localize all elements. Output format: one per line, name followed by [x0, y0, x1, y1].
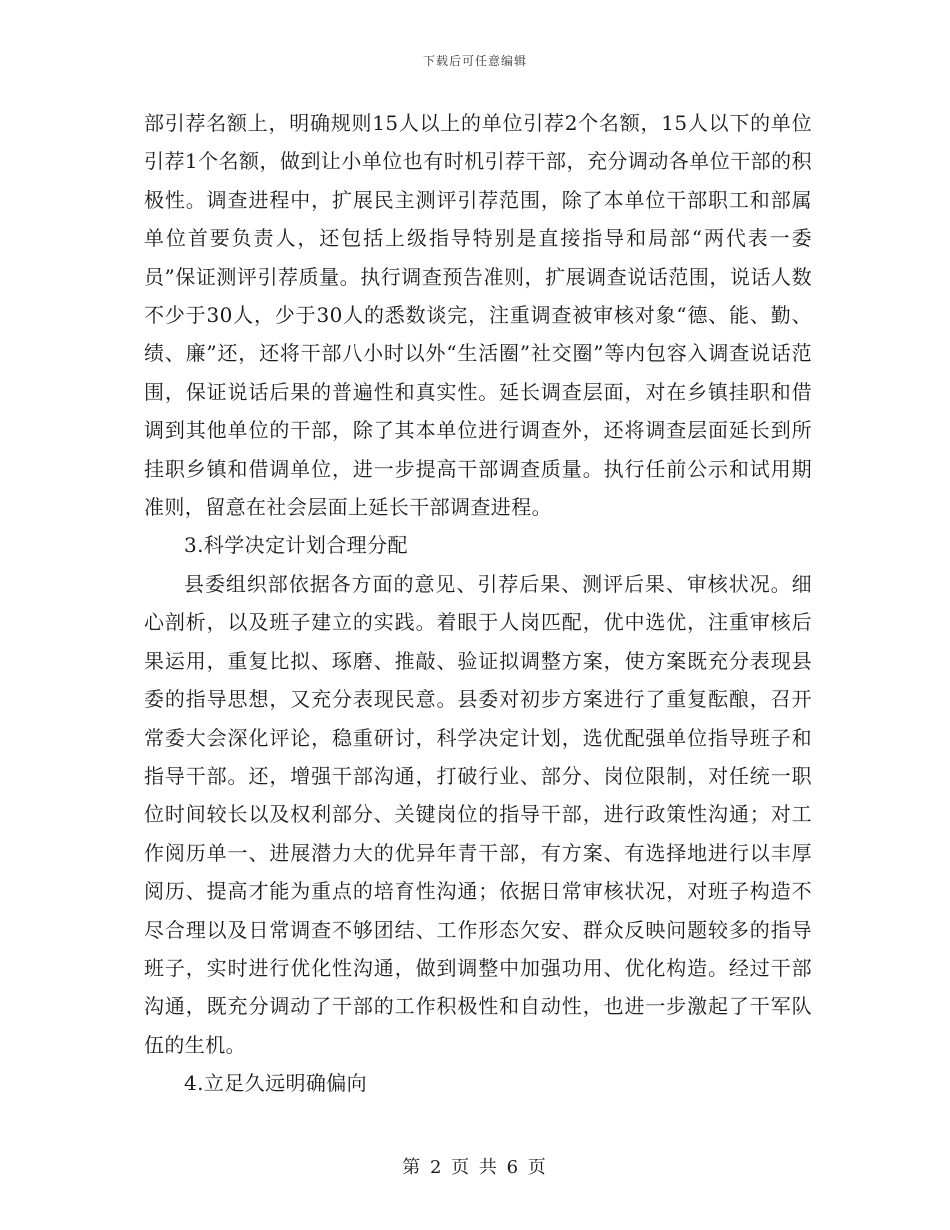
section-heading-4: 4.立足久远明确偏向 — [184, 1071, 368, 1096]
page-number-footer: 第 2 页 共 6 页 — [402, 1157, 548, 1178]
paragraph-section-3: 县委组织部依据各方面的意见、引荐后果、测评后果、审核状况。细心剖析，以及班子建立的实践。着眼于人岗匹配，优中选优，注重审核后果运用，重复比拟、琢磨、推敲、验证拟调整方案，使方案既充分表现县委的指导思想，又充分表现民意。县委对初步方案进行了重复酝酿，召开常委大会深化评论，稳重研讨，科学决定计划，选优配强单位指导班子和指导干部。还，增强干部沟通，打破行业、部分、岗位限制，对任统一职位时间较长以及权利部分、关键岗位的指导干部，进行政策性沟通；对工作阅历单一、进展潜力大的优异年青干部，有方案、有选择地进行以丰厚阅历、提高才能为重点的培育性沟通；依据日常审核状况，对班子构造不尽合理以及日常调查不够团结、工作形态欠安、群众反映问题较多的指导班子，实时进行优化性沟通，做到调整中加强功用、优化构造。经过干部沟通，既充分调动了干部的工作积极性和自动性，也进一步激起了干军队伍的生机。 — [144, 571, 812, 1057]
paragraph-continued: 部引荐名额上，明确规则15人以上的单位引荐2个名额，15人以下的单位引荐1个名额，做到让小单位也有时机引荐干部，充分调动各单位干部的积极性。调查进程中，扩展民主测评引荐范围，除了本单位干部职工和部属单位首要负责人，还包括上级指导特别是直接指导和局部“两代表一委员”保证测评引荐质量。执行调查预告准则，扩展调查说话范围，说话人数不少于30人，少于30人的悉数谈完，注重调查被审核对象“德、能、勤、绩、廉”还，还将干部八小时以外“生活圈”社交圈”等内包容入调查说话范围，保证说话后果的普遍性和真实性。延长调查层面，对在乡镇挂职和借调到其他单位的干部，除了其本单位进行调查外，还将调查层面延长到所挂职乡镇和借调单位，进一步提高干部调查质量。执行任前公示和试用期准则，留意在社会层面上延长干部调查进程。 — [144, 111, 812, 520]
section-heading-3: 3.科学决定计划合理分配 — [184, 533, 408, 558]
document-body — [144, 104, 812, 1103]
page-header: 下载后可任意编辑 — [422, 54, 527, 68]
